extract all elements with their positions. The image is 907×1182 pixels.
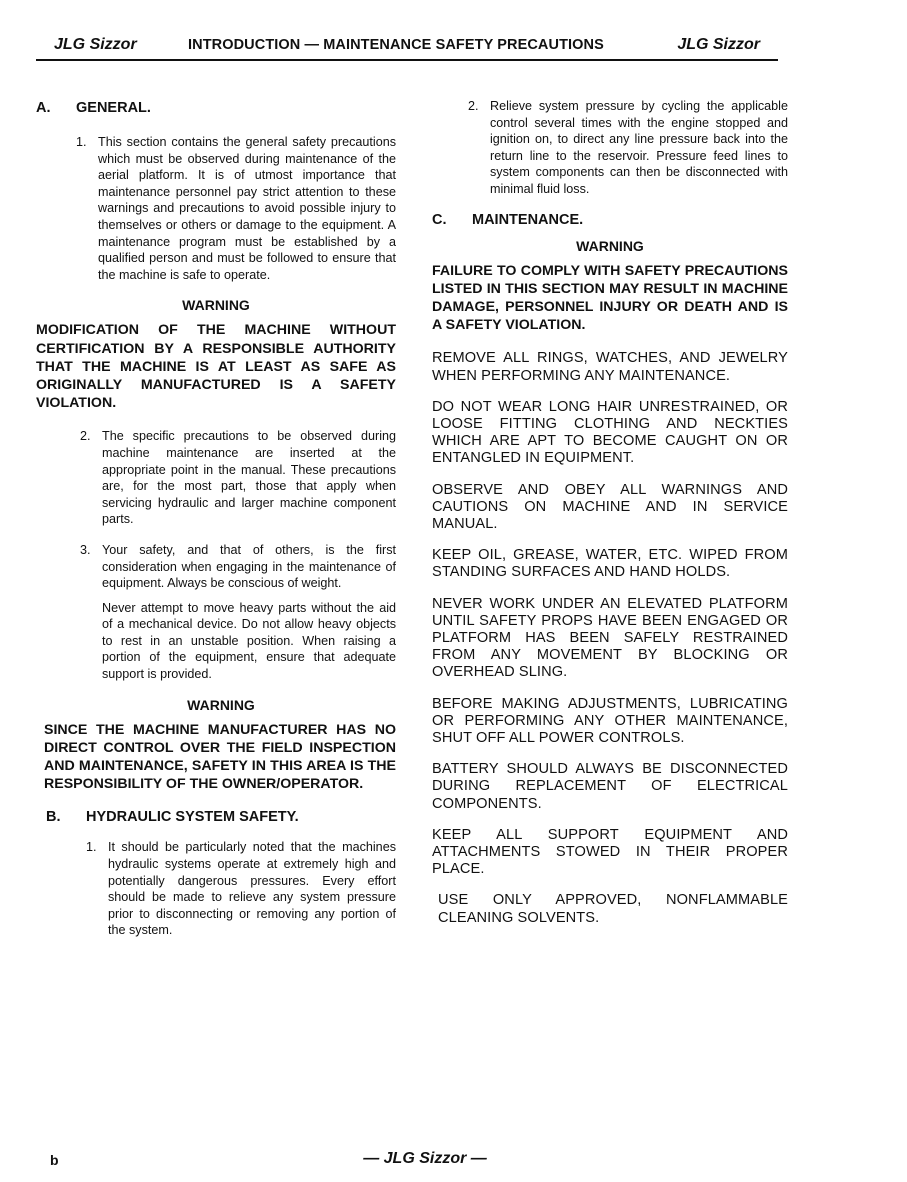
rule-item: USE ONLY APPROVED, NONFLAMMABLE CLEANING SOLVENTS. — [438, 892, 788, 926]
rule-item: OBSERVE AND OBEY ALL WARNINGS AND CAUTIONS ON MACHINE AND IN SERVICE MANUAL. — [432, 481, 788, 532]
warning-text: SINCE THE MACHINE MANUFACTURER HAS NO DIRECT CONTROL OVER THE FIELD INSPECTION AND MAINTENANCE, SAFETY IN THIS AREA IS THE RESPONSIBILITY OF THE OWNER/OPERATOR. — [44, 721, 396, 793]
footer-brand: — JLG Sizzor — — [363, 1150, 487, 1167]
rule-item: REMOVE ALL RINGS, WATCHES, AND JEWELRY WHEN PERFORMING ANY MAINTENANCE. — [432, 350, 788, 384]
item-text: Your safety, and that of others, is the first consideration when engaging in the maintenance of equipment. Always be conscious of weight. — [102, 542, 396, 591]
item-number: 2. — [80, 429, 91, 444]
item-number: 2. — [468, 99, 479, 113]
header-title: INTRODUCTION — MAINTENANCE SAFETY PRECAUTIONS — [188, 37, 604, 53]
section-title: HYDRAULIC SYSTEM SAFETY. — [86, 809, 299, 826]
right-column — [432, 98, 788, 941]
section-letter: C. — [432, 211, 447, 228]
section-letter: B. — [46, 809, 61, 826]
rule-item: BEFORE MAKING ADJUSTMENTS, LUBRICATING OR PERFORMING ANY OTHER MAINTENANCE, SHUT OFF ALL POWER CONTROLS. — [432, 695, 788, 747]
warning-title: WARNING — [576, 237, 644, 254]
warning-text: FAILURE TO COMPLY WITH SAFETY PRECAUTIONS LISTED IN THIS SECTION MAY RESULT IN MACHINE DAMAGE, PERSONNEL INJURY OR DEATH AND IS A SAFETY VIOLATION. — [432, 262, 788, 334]
header-brand-left: JLG Sizzor — [54, 36, 137, 53]
rule-item: BATTERY SHOULD ALWAYS BE DISCONNECTED DURING REPLACEMENT OF ELECTRICAL COMPONENTS. — [432, 761, 788, 812]
list-item — [468, 98, 788, 198]
rule-item: DO NOT WEAR LONG HAIR UNRESTRAINED, OR LOOSE FITTING CLOTHING AND NECKTIES WHICH ARE APT TO BECOME CAUGHT ON OR ENTANGLED IN EQUIPMENT. — [432, 398, 788, 467]
item-text: Relieve system pressure by cycling the applicable control several times with the engine stopped and ignition on, to direct any line pressure back into the return line to the reservoir. Pressure feed lines to system components can then be disconnected with minimal fluid loss. — [490, 99, 788, 196]
item-text: It should be particularly noted that the machines hydraulic systems operate at extremely high and potentially dangerous pressures. Every effort should be made to relieve any system pressure prior to disconnecting or removing any portion of the system. — [108, 840, 396, 938]
item-number: 1. — [86, 840, 97, 855]
rule-item: KEEP ALL SUPPORT EQUIPMENT AND ATTACHMENTS STOWED IN THEIR PROPER PLACE. — [432, 826, 788, 878]
list-item — [80, 428, 396, 528]
list-item — [86, 839, 396, 939]
header-brand-right: JLG Sizzor — [677, 36, 760, 53]
item-number: 3. — [80, 542, 91, 557]
warning-title: WARNING — [187, 696, 255, 713]
list-item — [76, 134, 396, 283]
rule-item: NEVER WORK UNDER AN ELEVATED PLATFORM UNTIL SAFETY PROPS HAVE BEEN ENGAGED OR PLATFORM HAS BEEN SAFELY RESTRAINED FROM ANY MOVEMENT BY BLOCKING OR OVERHEAD SLING. — [432, 595, 788, 681]
warning-text: MODIFICATION OF THE MACHINE WITHOUT CERTIFICATION BY A RESPONSIBLE AUTHORITY THAT THE MACHINE IS AT LEAST AS SAFE AS ORIGINALLY MANUFACTURED IS A SAFETY VIOLATION. — [36, 322, 396, 412]
section-a-heading — [36, 100, 396, 116]
list-item — [80, 542, 396, 592]
section-title: GENERAL. — [76, 100, 151, 116]
item-text: This section contains the general safety precautions which must be observed during maintenance of the aerial platform. It is of utmost importance that maintenance personnel pay strict attention to these warnings and precautions to avoid possible injury to themselves or others or damage to the equipment. A maintenance program must be established by a qualified person and must be followed to ensure that the machine is safe to operate. — [98, 135, 396, 282]
page-number: b — [50, 1152, 59, 1168]
section-b-heading — [46, 809, 396, 825]
section-letter: A. — [36, 100, 51, 116]
warning-title: WARNING — [182, 297, 250, 314]
section-c-heading — [432, 212, 788, 228]
maintenance-rules — [432, 350, 788, 926]
left-column — [36, 100, 396, 953]
item-number: 1. — [76, 135, 87, 149]
rule-item: KEEP OIL, GREASE, WATER, ETC. WIPED FROM STANDING SURFACES AND HAND HOLDS. — [432, 547, 788, 581]
page-header — [36, 33, 778, 61]
item-paragraph: Never attempt to move heavy parts without the aid of a mechanical device. Do not allow heavy objects to rest in an unstable position. When raising a portion of the equipment, ensure that adequate support is provided. — [102, 600, 396, 682]
section-title: MAINTENANCE. — [472, 211, 584, 228]
item-text: The specific precautions to be observed during machine maintenance are inserted at the appropriate point in the manual. These precautions are, for the most part, those that apply when servicing hydraulic and larger machine component parts. — [102, 429, 396, 527]
